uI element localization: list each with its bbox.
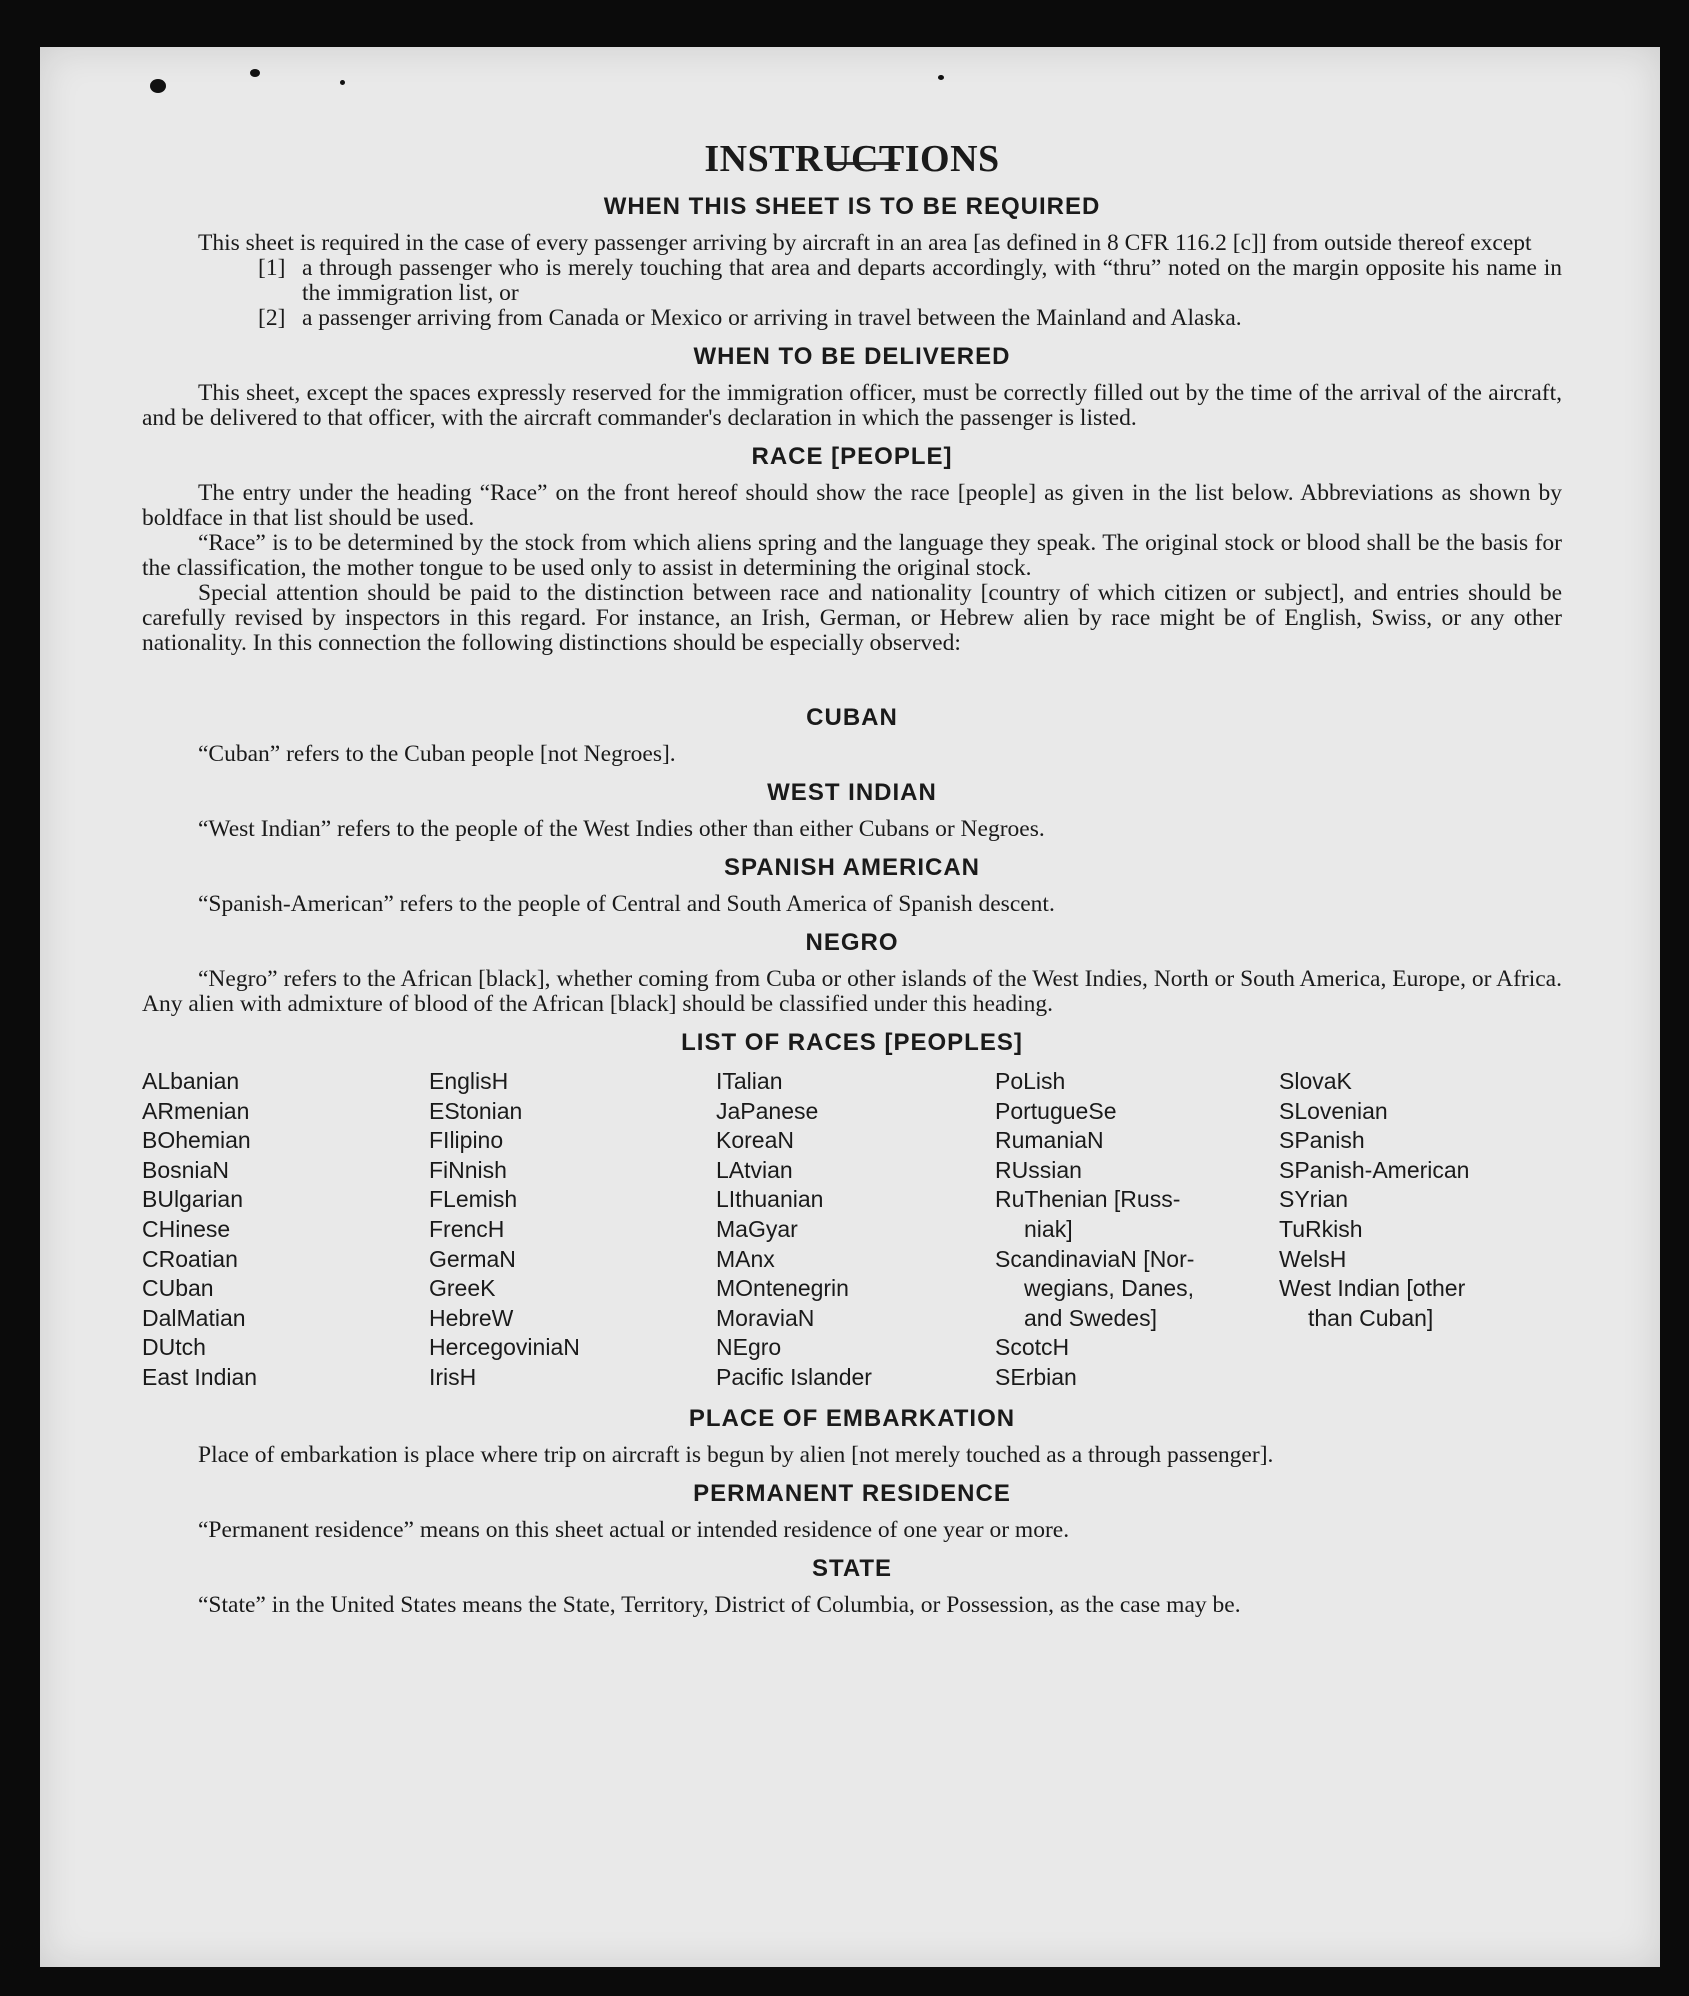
race-entry: EnglisH — [429, 1068, 509, 1094]
section-heading-delivered: WHEN TO BE DELIVERED — [693, 343, 1011, 370]
race-entry: ScandinaviaN [Nor- — [995, 1245, 1195, 1272]
residence-text: “Permanent residence” means on this sheet actual or intended residence of one year or more. — [198, 1516, 1070, 1543]
state-text: “State” in the United States means the State, Territory, District of Columbia, or Possession, as the case may be. — [198, 1591, 1241, 1618]
race-entry: IrisH — [429, 1363, 477, 1390]
race-entry: RumaniaN — [995, 1127, 1104, 1154]
list-item-number: [2] — [258, 305, 286, 331]
required-intro: This sheet is required in the case of every passenger arriving by aircraft in an area [as defined in 8 CFR 116.2 [c]] from outside thereof except — [198, 230, 1532, 256]
race-entry: ALbanian — [142, 1068, 240, 1094]
list-item-number: [1] — [258, 255, 286, 281]
race-entry: PoLish — [995, 1068, 1066, 1094]
race-entry: JaPanese — [716, 1097, 819, 1124]
race-paragraph: The entry under the heading “Race” on the front hereof should show the race [people] as given in the list below. Abbreviations as shown by boldface in that list should be used. — [142, 480, 1562, 531]
race-entry: ARmenian — [142, 1097, 250, 1124]
race-entry: GreeK — [429, 1275, 496, 1302]
races-list — [142, 1067, 1562, 1393]
scan-speck — [938, 75, 944, 80]
race-entry: DalMatian — [142, 1304, 246, 1331]
section-heading-residence: PERMANENT RESIDENCE — [693, 1479, 1011, 1507]
embarkation-text: Place of embarkation is place where trip on aircraft is begun by alien [not merely touched as a through passenger]. — [198, 1441, 1274, 1468]
scan-speck — [340, 80, 345, 85]
race-entry: TuRkish — [1279, 1215, 1363, 1242]
race-entry-continuation: niak] — [1024, 1215, 1073, 1242]
race-entry: SYrian — [1279, 1186, 1349, 1213]
list-item — [142, 256, 1562, 306]
races-column — [142, 1067, 429, 1393]
race-entry-continuation: and Swedes] — [1024, 1304, 1157, 1331]
race-entry: ScotcH — [995, 1334, 1070, 1361]
race-entry: BosniaN — [142, 1156, 229, 1183]
race-entry: CRoatian — [142, 1245, 238, 1272]
race-entry: MOntenegrin — [716, 1275, 849, 1302]
scan-speck — [250, 69, 260, 77]
race-entry: DUtch — [142, 1334, 206, 1361]
race-entry: Pacific Islander — [716, 1363, 872, 1390]
race-entry: CUban — [142, 1275, 214, 1302]
race-entry: FiNnish — [429, 1156, 507, 1183]
race-entry: BUlgarian — [142, 1186, 243, 1213]
race-entry: RuThenian [Russ- — [995, 1186, 1181, 1213]
races-column — [429, 1067, 716, 1393]
race-entry: LIthuanian — [716, 1186, 824, 1213]
race-entry: CHinese — [142, 1215, 231, 1242]
section-heading-embarkation: PLACE OF EMBARKATION — [688, 1404, 1016, 1432]
races-column — [995, 1067, 1279, 1393]
race-entry: RUssian — [995, 1156, 1082, 1183]
race-entry: HebreW — [429, 1304, 514, 1331]
race-entry-continuation: wegians, Danes, — [1024, 1275, 1195, 1302]
races-column — [716, 1067, 995, 1393]
document-page — [40, 47, 1660, 1967]
race-entry: KoreaN — [716, 1127, 794, 1154]
race-entry: GermaN — [429, 1245, 516, 1272]
races-column — [1279, 1067, 1562, 1393]
race-entry: FIlipino — [429, 1127, 504, 1154]
race-entry: EStonian — [429, 1097, 523, 1124]
race-entry: SErbian — [995, 1363, 1077, 1390]
race-entry: ITalian — [716, 1068, 783, 1094]
page-title: INSTRUCTIONS — [704, 138, 1000, 180]
section-heading-negro: NEGRO — [805, 929, 899, 956]
race-entry: BOhemian — [142, 1127, 251, 1154]
race-entry: PortugueSe — [995, 1097, 1117, 1124]
spanish-american-text: “Spanish-American” refers to the people of Central and South America of Spanish descent. — [198, 891, 1055, 917]
race-entry-continuation: than Cuban] — [1308, 1304, 1434, 1331]
west-indian-text: “West Indian” refers to the people of the West Indies other than either Cubans or Negroes. — [198, 816, 1045, 842]
race-entry: MoraviaN — [716, 1304, 815, 1331]
race-entry: WelsH — [1279, 1245, 1347, 1272]
race-entry: SPanish-American — [1279, 1156, 1470, 1183]
race-entry: East Indian — [142, 1363, 258, 1390]
race-entry: FrencH — [429, 1215, 505, 1242]
section-heading-west-indian: WEST INDIAN — [767, 779, 937, 806]
race-entry: SPanish — [1279, 1127, 1365, 1154]
race-entry: West Indian [other — [1279, 1275, 1466, 1302]
negro-text: “Negro” refers to the African [black], whether coming from Cuba or other islands of the West Indies, North or South America, Europe, or Africa. Any alien with admixture of blood of the African [black] should be classified under this heading. — [142, 966, 1562, 1017]
section-heading-cuban: CUBAN — [806, 704, 898, 731]
list-item-text: a through passenger who is merely touching that area and departs accordingly, with “thru” noted on the margin opposite his name in the immigration list, or — [302, 255, 1562, 306]
race-entry: FLemish — [429, 1186, 518, 1213]
cuban-text: “Cuban” refers to the Cuban people [not Negroes]. — [198, 741, 676, 767]
race-paragraph: “Race” is to be determined by the stock from which aliens spring and the language they speak. The original stock or blood shall be the basis for the classification, the mother tongue to be used only to assist in determining the original stock. — [142, 530, 1562, 581]
list-item-text: a passenger arriving from Canada or Mexico or arriving in travel between the Mainland and Alaska. — [302, 305, 1242, 331]
race-entry: MAnx — [716, 1245, 775, 1272]
race-entry: HercegoviniaN — [429, 1334, 580, 1361]
document-content — [142, 137, 1562, 1618]
race-entry: SLovenian — [1279, 1097, 1388, 1124]
race-entry: SlovaK — [1279, 1068, 1352, 1094]
section-heading-required: WHEN THIS SHEET IS TO BE REQUIRED — [603, 193, 1101, 220]
section-heading-race: RACE [PEOPLE] — [751, 443, 953, 470]
race-entry: MaGyar — [716, 1215, 798, 1242]
race-entry: NEgro — [716, 1334, 782, 1361]
race-paragraph: Special attention should be paid to the distinction between race and nationality [country of which citizen or subject], and entries should be carefully revised by inspectors in this regard. For instance, an Irish, German, or Hebrew alien by race might be of English, Swiss, or any other nationality. In this connection the following distinctions should be especially observed: — [142, 580, 1562, 656]
section-heading-spanish-american: SPANISH AMERICAN — [723, 854, 980, 881]
race-entry: LAtvian — [716, 1156, 793, 1183]
list-item — [142, 306, 1562, 331]
section-heading-list-of-races: LIST OF RACES [PEOPLES] — [681, 1029, 1023, 1056]
scan-speck — [150, 79, 166, 93]
delivered-text: This sheet, except the spaces expressly reserved for the immigration officer, must be correctly filled out by the time of the arrival of the aircraft, and be delivered to that officer, with the aircraft commander's declaration in which the passenger is listed. — [142, 380, 1562, 431]
section-heading-state: STATE — [811, 1554, 893, 1582]
